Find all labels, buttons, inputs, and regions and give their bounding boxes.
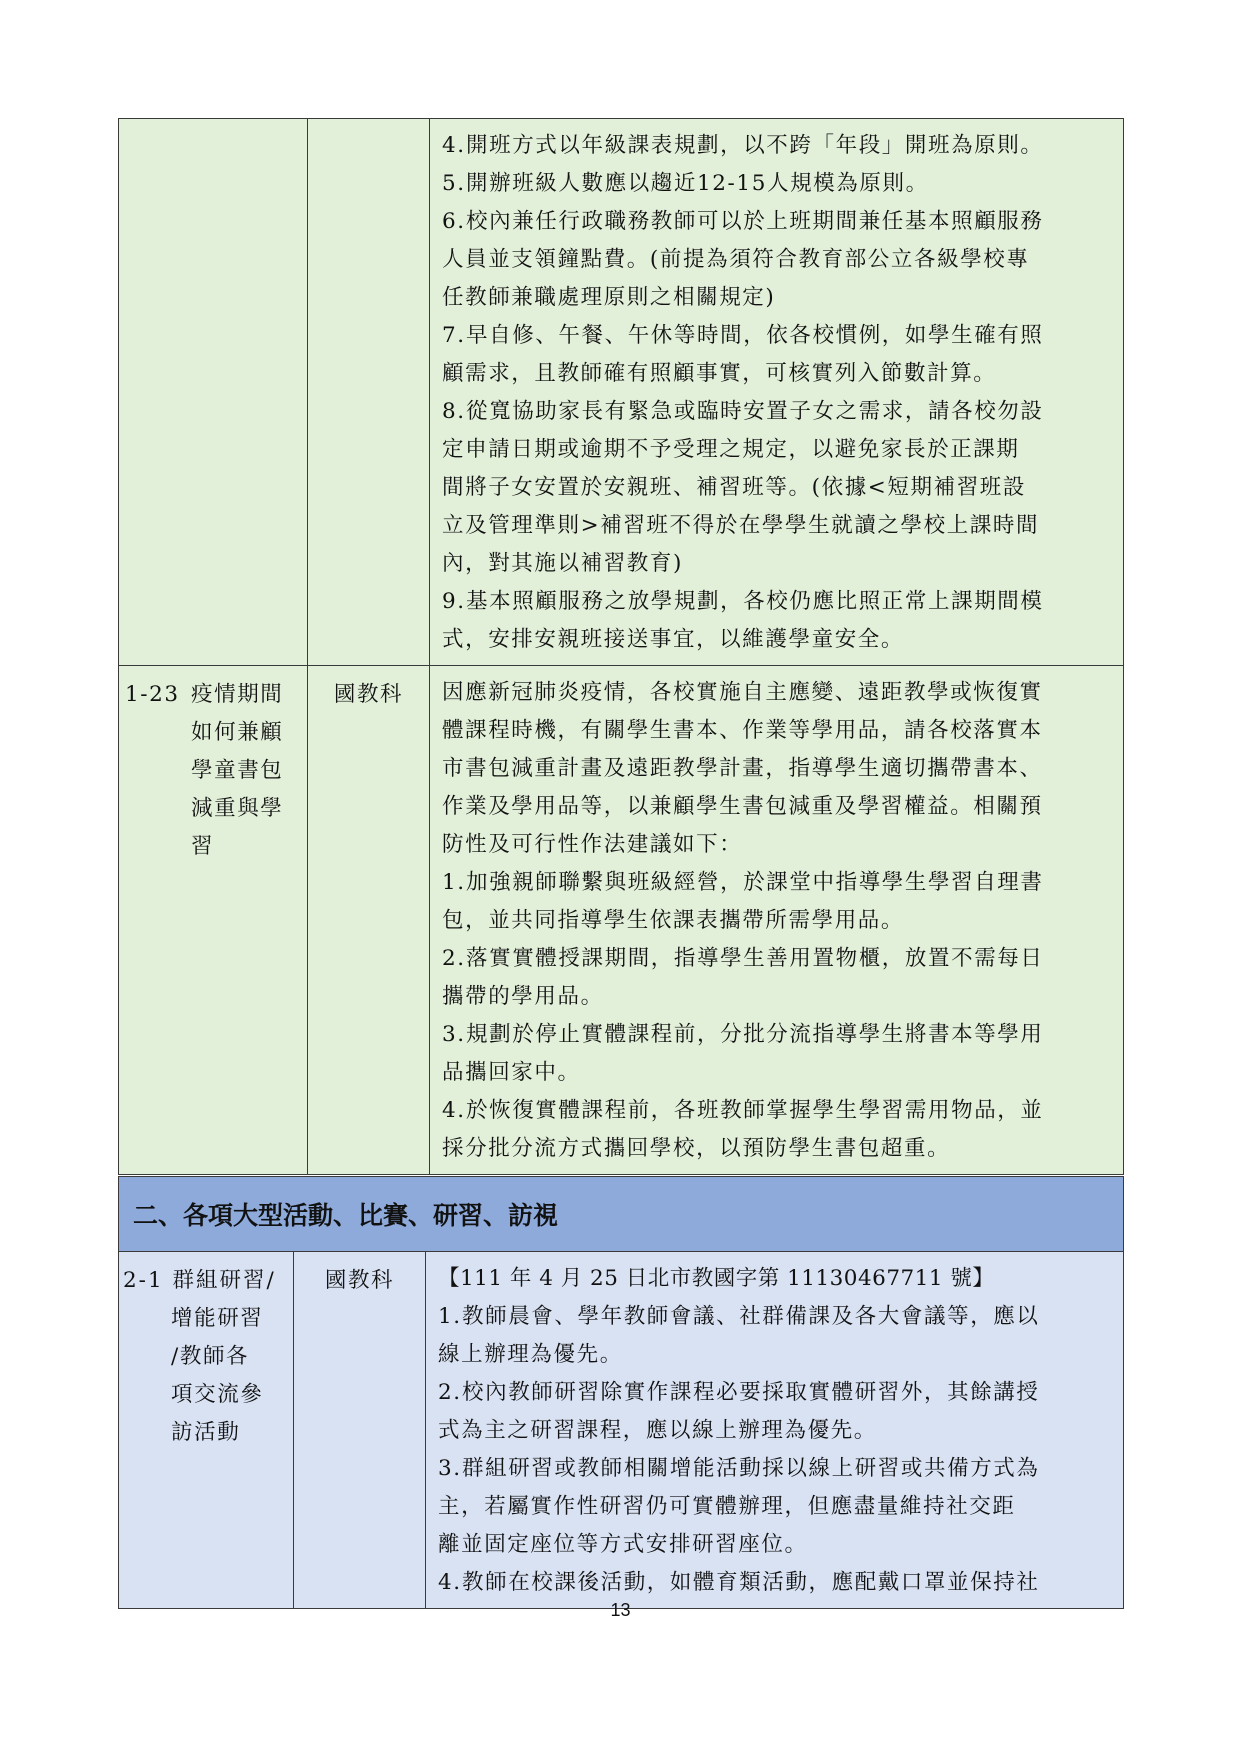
list-item-line: 4.教師在校課後活動，如體育類活動，應配戴口罩並保持社 [462,1564,1113,1602]
item-topic [171,1300,281,1452]
table-row [119,666,1124,1175]
item-code: 1-23 [125,682,180,707]
list-item-line: 採分批分流方式攜回學校，以預防學生書包超重。 [442,1136,951,1161]
list-item [438,1374,1113,1450]
unit-cell: 國教科 [308,666,430,1175]
list-item [442,203,1113,317]
list-number: 8. [442,399,466,424]
list-number: 4. [442,1098,466,1123]
list-item-line: 3.群組研習或教師相關增能活動採以線上研習或共備方式為 [462,1450,1113,1488]
text-line: 防性及可行性作法建議如下： [442,832,743,857]
item-topic [191,676,291,866]
list-item-line: 1.教師晨會、學年教師會議、社群備課及各大會議等，應以 [462,1298,1113,1336]
item-code: 2-1 [123,1268,164,1293]
content-cell [430,119,1124,666]
list-item-line: 人員並支領鐘點費。(前提為須符合教育部公立各級學校專 [442,247,1030,272]
text-line: 市書包減重計畫及遠距教學計畫，指導學生適切攜帶書本、 [442,756,1043,781]
list-item [442,1016,1113,1092]
unit-cell-empty [308,119,430,666]
text-line: 學童書包 [191,758,284,783]
text-line: 增能研習 [171,1306,264,1331]
list-item-line: 內，對其施以補習教育) [442,551,683,576]
list-item [438,1450,1113,1564]
list-item [442,393,1113,583]
list-item-line: 7.早自修、午餐、午休等時間，依各校慣例，如學生確有照 [466,317,1113,355]
table-row [119,119,1124,666]
numbered-list [442,864,1113,1168]
list-number: 5. [442,171,466,196]
list-item-line: 2.校內教師研習除實作課程必要採取實體研習外，其餘講授 [462,1374,1113,1412]
content-cell [430,666,1124,1175]
text-line: 因應新冠肺炎疫情，各校實施自主應變、遠距教學或恢復實 [442,680,1043,705]
list-number: 6. [442,209,466,234]
list-number: 1. [438,1304,462,1329]
text-line: 疫情期間 [191,682,284,707]
list-item-line: 攜帶的學用品。 [442,984,604,1009]
intro-paragraph [442,674,1113,864]
text-line: 訪活動 [171,1420,241,1445]
list-item-line: 任教師兼職處理原則之相關規定) [442,285,776,310]
activities-table [118,1176,1124,1609]
list-item-line: 9.基本照顧服務之放學規劃，各校仍應比照正常上課期間模 [466,583,1113,621]
list-item-line: 式，安排安親班接送事宜，以維護學童安全。 [442,627,905,652]
list-item [442,317,1113,393]
text-line: 減重與學 [191,796,284,821]
list-number: 4. [442,133,466,158]
list-item [442,127,1113,165]
text-line: 項交流參 [171,1382,264,1407]
item-cell [119,666,308,1175]
list-item-line: 線上辦理為優先。 [438,1342,623,1367]
item-topic-first: 群組研習/ [172,1268,276,1293]
list-item-line: 主，若屬實作性研習仍可實體辦理，但應盡量維持社交距 [438,1494,1016,1519]
list-item-line: 離並固定座位等方式安排研習座位。 [438,1532,808,1557]
list-number: 9. [442,589,466,614]
list-item-line: 4.於恢復實體課程前，各班教師掌握學生學習需用物品，並 [466,1092,1113,1130]
list-item-line: 間將子女安置於安親班、補習班等。(依據<短期補習班設 [442,475,1027,500]
list-number: 2. [438,1380,462,1405]
item-cell-empty [119,119,308,666]
list-item-line: 品攜回家中。 [442,1060,581,1085]
list-item [438,1564,1113,1602]
list-item-line: 式為主之研習課程，應以線上辦理為優先。 [438,1418,877,1443]
list-item-line: 立及管理準則>補習班不得於在學學生就讀之學校上課時間 [442,513,1040,538]
item-cell [119,1252,294,1609]
list-item [438,1298,1113,1374]
list-item-line: 6.校內兼任行政職務教師可以於上班期間兼任基本照顧服務 [466,203,1113,241]
document-reference: 【111 年 4 月 25 日北市教國字第 11130467711 號】 [438,1266,995,1291]
content-cell [426,1252,1124,1609]
list-item-line: 定申請日期或逾期不予受理之規定，以避免家長於正課期 [442,437,1020,462]
list-item-line: 8.從寬協助家長有緊急或臨時安置子女之需求，請各校勿設 [466,393,1113,431]
numbered-list [438,1298,1113,1602]
list-item [442,940,1113,1016]
list-item-line: 顧需求，且教師確有照顧事實，可核實列入節數計算。 [442,361,997,386]
list-item-line: 3.規劃於停止實體課程前，分批分流指導學生將書本等學用 [466,1016,1113,1054]
text-line: 作業及學用品等，以兼顧學生書包減重及學習權益。相關預 [442,794,1043,819]
list-item-line: 包，並共同指導學生依課表攜帶所需學用品。 [442,908,905,933]
list-item [442,165,1113,203]
text-line: /教師各 [171,1344,250,1369]
list-number: 7. [442,323,466,348]
text-line: 體課程時機，有關學生書本、作業等學用品，請各校落實本 [442,718,1043,743]
table-row [119,1252,1124,1609]
list-item [442,583,1113,659]
list-number: 1. [442,870,466,895]
list-number: 2. [442,946,466,971]
page-number: 13 [610,1600,631,1620]
list-number: 3. [438,1456,462,1481]
text-line: 習 [191,834,215,859]
text-line: 如何兼顧 [191,720,284,745]
measures-table-continued [118,118,1124,1175]
list-item [442,1092,1113,1168]
section-header-row [119,1177,1124,1252]
numbered-list [442,127,1113,659]
list-item-line: 2.落實實體授課期間，指導學生善用置物櫃，放置不需每日 [466,940,1113,978]
list-number: 3. [442,1022,466,1047]
list-number: 4. [438,1570,462,1595]
list-item-line: 5.開辦班級人數應以趨近12-15人規模為原則。 [466,165,1113,203]
list-item-line: 4.開班方式以年級課表規劃，以不跨「年段」開班為原則。 [466,127,1113,165]
unit-cell: 國教科 [294,1252,426,1609]
list-item [442,864,1113,940]
list-item-line: 1.加強親師聯繫與班級經營，於課堂中指導學生學習自理書 [466,864,1113,902]
section-title: 二、各項大型活動、比賽、研習、訪視 [119,1177,1124,1252]
